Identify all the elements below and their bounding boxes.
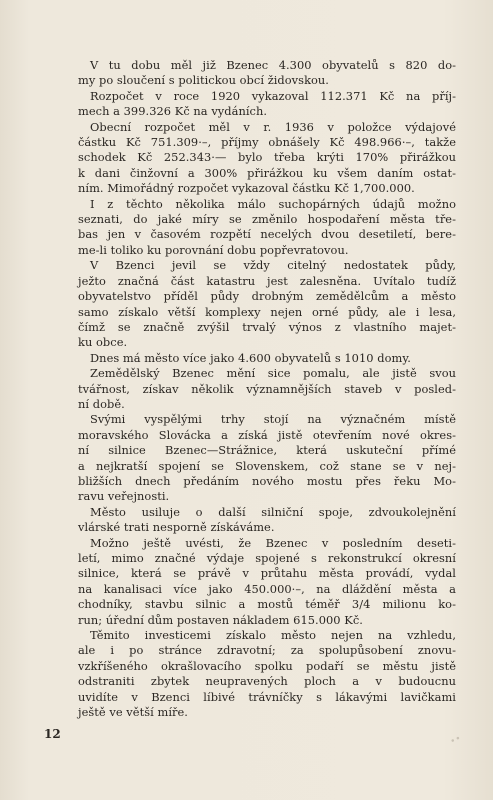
text-line: seznati, do jaké míry se změnilo hospodaření města tře- xyxy=(78,212,456,227)
paragraph xyxy=(78,628,456,720)
text-line: a nejkratší spojení se Slovenskem, což stane se v nej- xyxy=(78,458,456,473)
paragraph xyxy=(78,197,456,259)
text-line: ještě ve větší míře. xyxy=(78,705,188,720)
body-text xyxy=(78,58,456,720)
text-line: odstraniti zbytek neupravených ploch a v budoucnu xyxy=(78,674,456,689)
text-line: Svými vyspělými trhy stojí na význačném místě xyxy=(90,412,456,427)
text-line: chodníky, stavbu silnic a mostů téměř 3/4 milionu ko- xyxy=(78,597,456,612)
text-line: silnice, která se právě v průtahu města provádí, vydal xyxy=(78,566,456,581)
text-line: ku obce. xyxy=(78,335,128,350)
text-line: Obecní rozpočet měl v r. 1936 v položce výdajové xyxy=(90,119,456,134)
pencil-marks: ∙∙ xyxy=(448,733,463,747)
text-line: Rozpočet v roce 1920 vykazoval 112.371 Kč na příj- xyxy=(90,88,456,103)
text-line: Dnes má město více jako 4.600 obyvatelů s 1010 domy. xyxy=(90,350,411,365)
text-line: na kanalisaci více jako 450.000·–, na dláždění města a xyxy=(78,581,456,596)
text-line: obyvatelstvo příděl půdy drobným zemědělcům a město xyxy=(78,289,456,304)
text-line: ravu veřejnosti. xyxy=(78,489,170,504)
text-line: bližších dnech předáním nového mostu přes řeku Mo- xyxy=(78,473,456,488)
paragraph xyxy=(78,120,456,197)
paragraph xyxy=(78,351,456,366)
text-line: vlárské trati nesporně získáváme. xyxy=(78,520,275,535)
paragraph xyxy=(78,505,456,536)
text-line: Zemědělský Bzenec mění sice pomalu, ale jistě svou xyxy=(90,366,456,381)
text-line: samo získalo větší komplexy nejen orné půdy, ale i lesa, xyxy=(78,304,456,319)
text-line: ježto značná část katastru jest zalesněna. Uvítalo tudíž xyxy=(78,273,456,288)
page-number: 12 xyxy=(44,727,61,741)
text-line: my po sloučení s politickou obcí židovskou. xyxy=(78,73,329,88)
paragraph xyxy=(78,412,456,504)
paragraph xyxy=(78,58,456,89)
text-line: ní době. xyxy=(78,396,125,411)
text-line: Možno ještě uvésti, že Bzenec v posledním deseti- xyxy=(90,535,456,550)
text-line: run; úřední dům postaven nákladem 615.000 Kč. xyxy=(78,612,363,627)
text-line: ním. Mimořádný rozpočet vykazoval částku Kč 1,700.000. xyxy=(78,181,415,196)
text-line: letí, mimo značné výdaje spojené s rekonstrukcí okresní xyxy=(78,551,456,565)
text-line: k dani činžovní a 300% přirážkou ku všem daním ostat- xyxy=(78,165,456,180)
text-line: uvidíte v Bzenci líbivé trávníčky s lákavými lavičkami xyxy=(78,689,456,704)
text-line: Těmito investicemi získalo město nejen na vzhledu, xyxy=(90,628,456,643)
text-line: Město usiluje o další silniční spoje, zdvoukolejnění xyxy=(90,504,456,519)
text-line: mech a 399.326 Kč na vydáních. xyxy=(78,104,268,119)
text-line: čímž se značně zvýšil trvalý výnos z vlastního majet- xyxy=(78,319,456,334)
paragraph xyxy=(78,536,456,628)
paragraph xyxy=(78,89,456,120)
text-line: částku Kč 751.309·–, příjmy obnášely Kč 498.966·–, takže xyxy=(78,135,456,150)
text-line: tvářnost, získav několik významnějších staveb v posled- xyxy=(78,381,456,396)
text-line: moravského Slovácka a získá jistě otevřením nové okres- xyxy=(78,427,456,442)
paragraph xyxy=(78,258,456,350)
paragraph xyxy=(78,366,456,412)
text-line: bas jen v časovém rozpětí necelých dvou desetiletí, bere- xyxy=(78,227,456,242)
text-line: me-li toliko ku porovnání dobu popřevratovou. xyxy=(78,242,349,257)
text-line: V Bzenci jevil se vždy citelný nedostatek půdy, xyxy=(90,258,456,273)
text-line: ní silnice Bzenec—Strážnice, která uskuteční přímé xyxy=(78,443,456,458)
text-line: vzkříšeného okrašlovacího spolku podaří se městu jistě xyxy=(78,658,456,673)
text-line: ale i po stránce zdravotní; za spolupůsobení znovu- xyxy=(78,643,456,658)
text-line: schodek Kč 252.343·— bylo třeba krýti 170% přirážkou xyxy=(78,150,456,165)
text-line: I z těchto několika málo suchopárných údajů možno xyxy=(90,196,456,211)
text-line: V tu dobu měl již Bzenec 4.300 obyvatelů s 820 do- xyxy=(90,58,456,72)
